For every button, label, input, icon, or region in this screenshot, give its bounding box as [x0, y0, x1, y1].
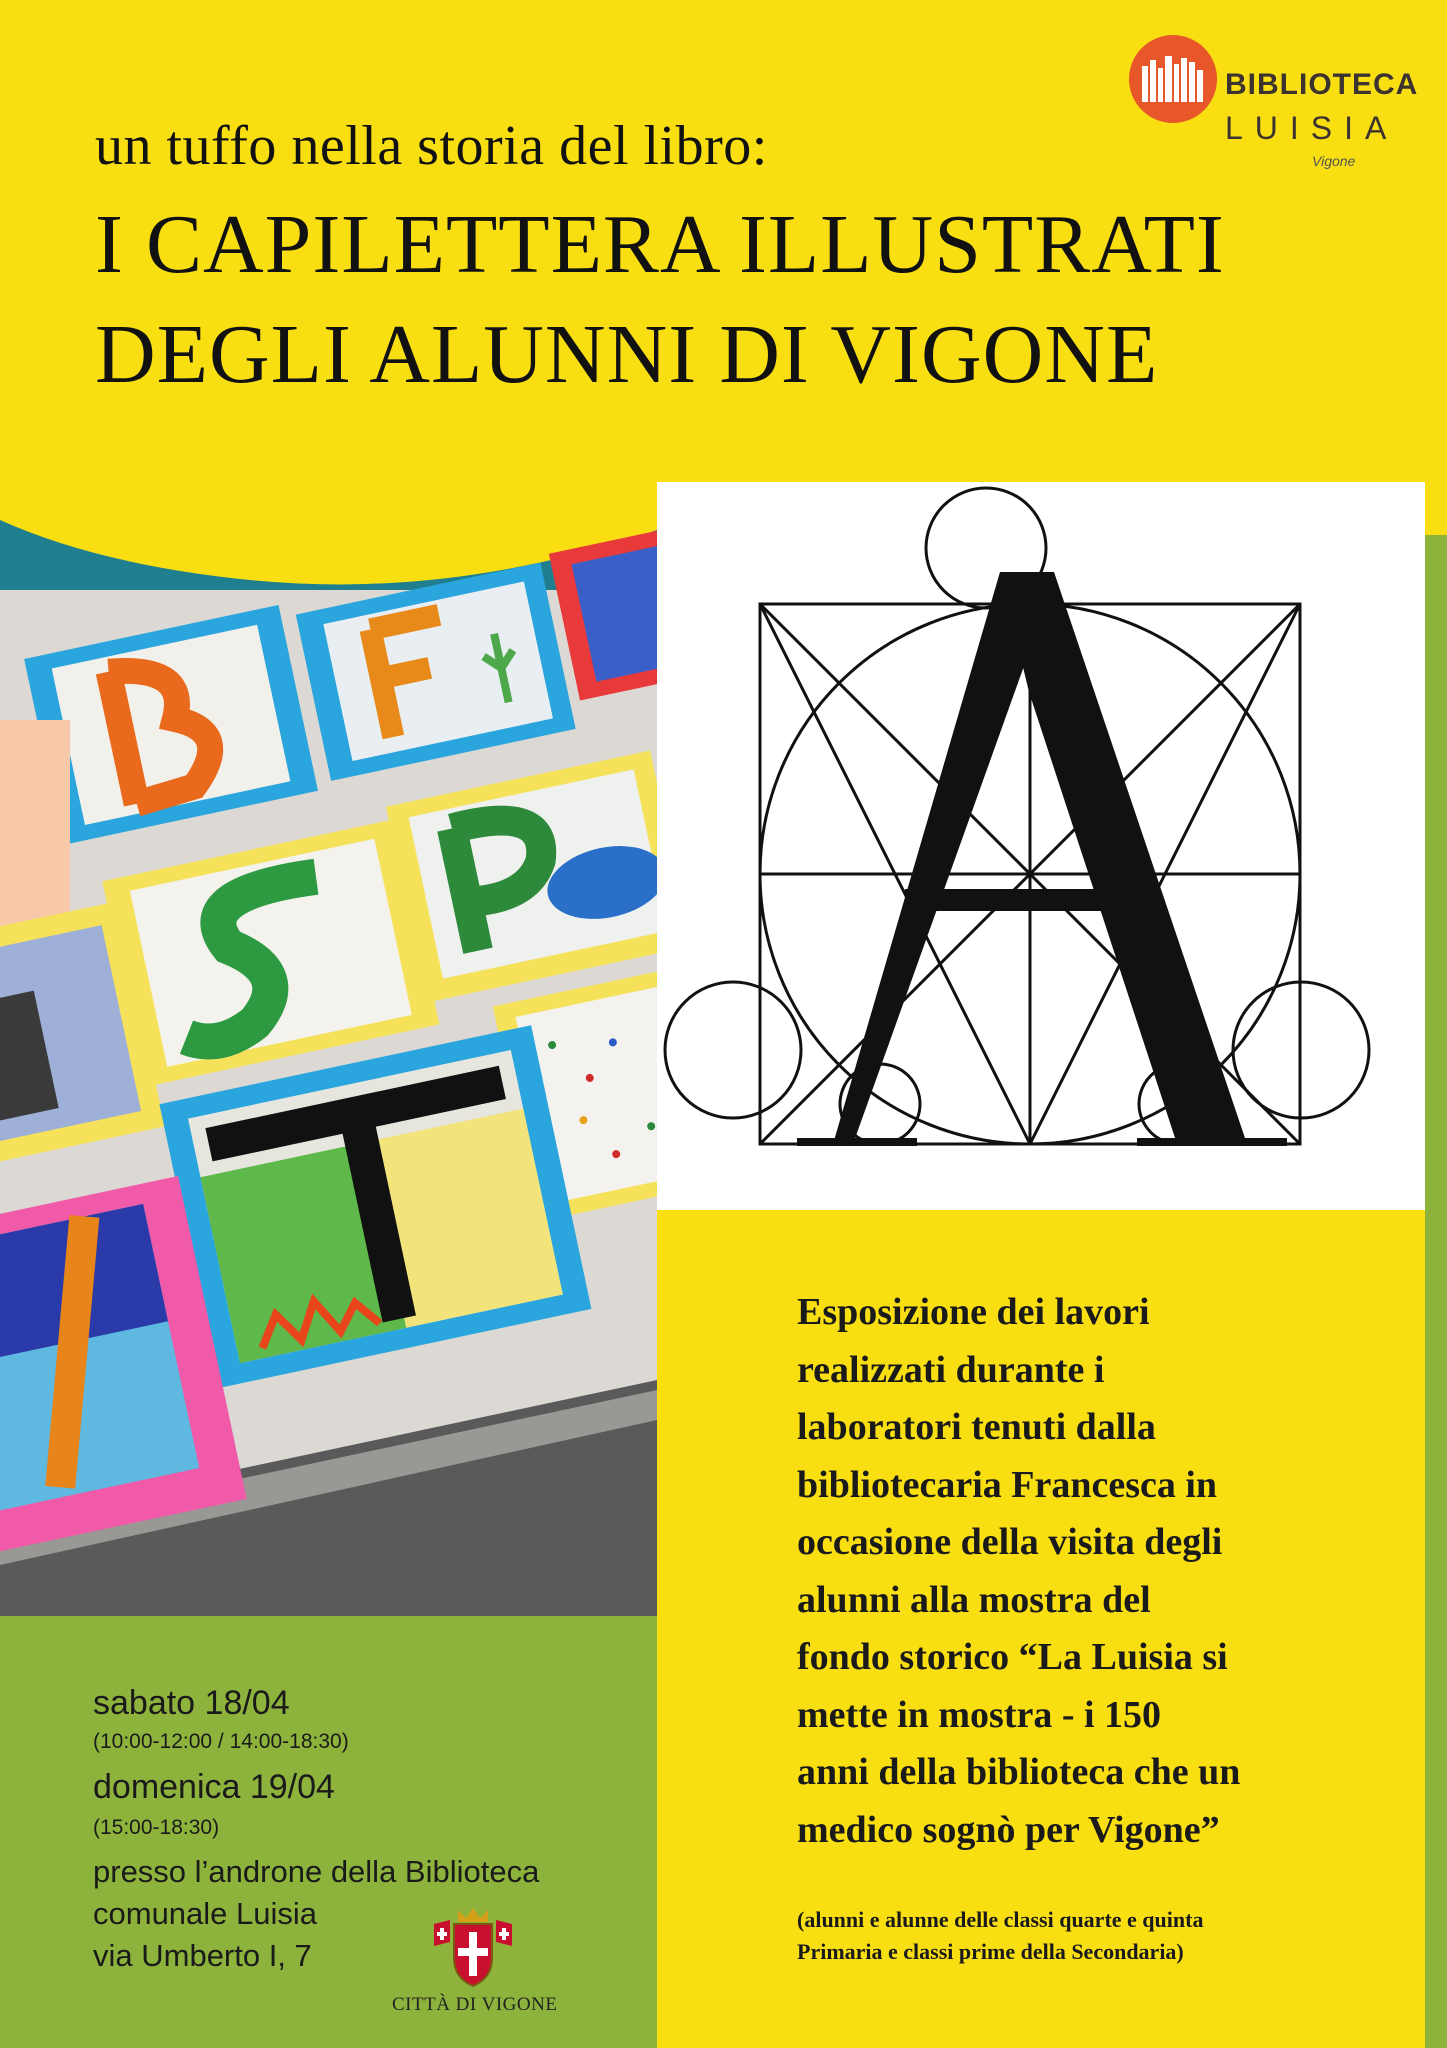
- date-saturday: sabato 18/04: [93, 1684, 290, 1722]
- description-line: Esposizione dei lavori: [797, 1291, 1150, 1333]
- description-line: alunni alla mostra del: [797, 1578, 1151, 1621]
- description-line: fondo storico “La Luisia si: [797, 1636, 1228, 1678]
- illustrated-letters-photo: [0, 520, 657, 1616]
- subtitle: un tuffo nella storia del libro:: [95, 115, 768, 177]
- description-line: laboratori tenuti dalla: [797, 1406, 1156, 1448]
- description-line: mette in mostra - i 150: [797, 1693, 1162, 1736]
- venue-line-2: comunale Luisia: [93, 1896, 318, 1931]
- date-sunday: domenica 19/04: [93, 1768, 335, 1806]
- note-line: (alunni e alunne delle classi quarte e quinta: [797, 1907, 1204, 1932]
- green-side-strip: [1425, 535, 1447, 2048]
- logo-name-line-2: LUISIA: [1225, 110, 1399, 146]
- description-line: medico sognò per Vigone”: [797, 1808, 1220, 1851]
- description-line: occasione della visita degli: [797, 1521, 1223, 1563]
- description-line: bibliotecaria Francesca in: [797, 1463, 1218, 1506]
- city-label: CITTÀ DI VIGONE: [392, 1994, 558, 2015]
- exhibition-description: [797, 1284, 1357, 1859]
- title-line-2: DEGLI ALUNNI DI VIGONE: [95, 308, 1159, 401]
- coat-of-arms-icon: [428, 1906, 518, 1990]
- logo-town: Vigone: [1312, 153, 1356, 169]
- description-line: anni della biblioteca che un: [797, 1751, 1241, 1793]
- hours-sunday: (15:00-18:30): [93, 1816, 220, 1839]
- venue-line-1: presso l’androne della Biblioteca: [93, 1854, 540, 1889]
- note-line: Primaria e classi prime della Secondaria): [797, 1939, 1184, 1964]
- title-line-1: I CAPILETTERA ILLUSTRATI: [95, 198, 1225, 291]
- venue-address: via Umberto I, 7: [93, 1938, 312, 1973]
- logo-name-line-1: BIBLIOTECA: [1225, 68, 1419, 101]
- letter-a-frame: [657, 482, 1425, 1210]
- hours-saturday: (10:00-12:00 / 14:00-18:30): [93, 1730, 349, 1753]
- description-line: realizzati durante i: [797, 1348, 1105, 1391]
- participants-note: [797, 1904, 1203, 1968]
- geometric-letter-a-illustration: [657, 482, 1425, 1210]
